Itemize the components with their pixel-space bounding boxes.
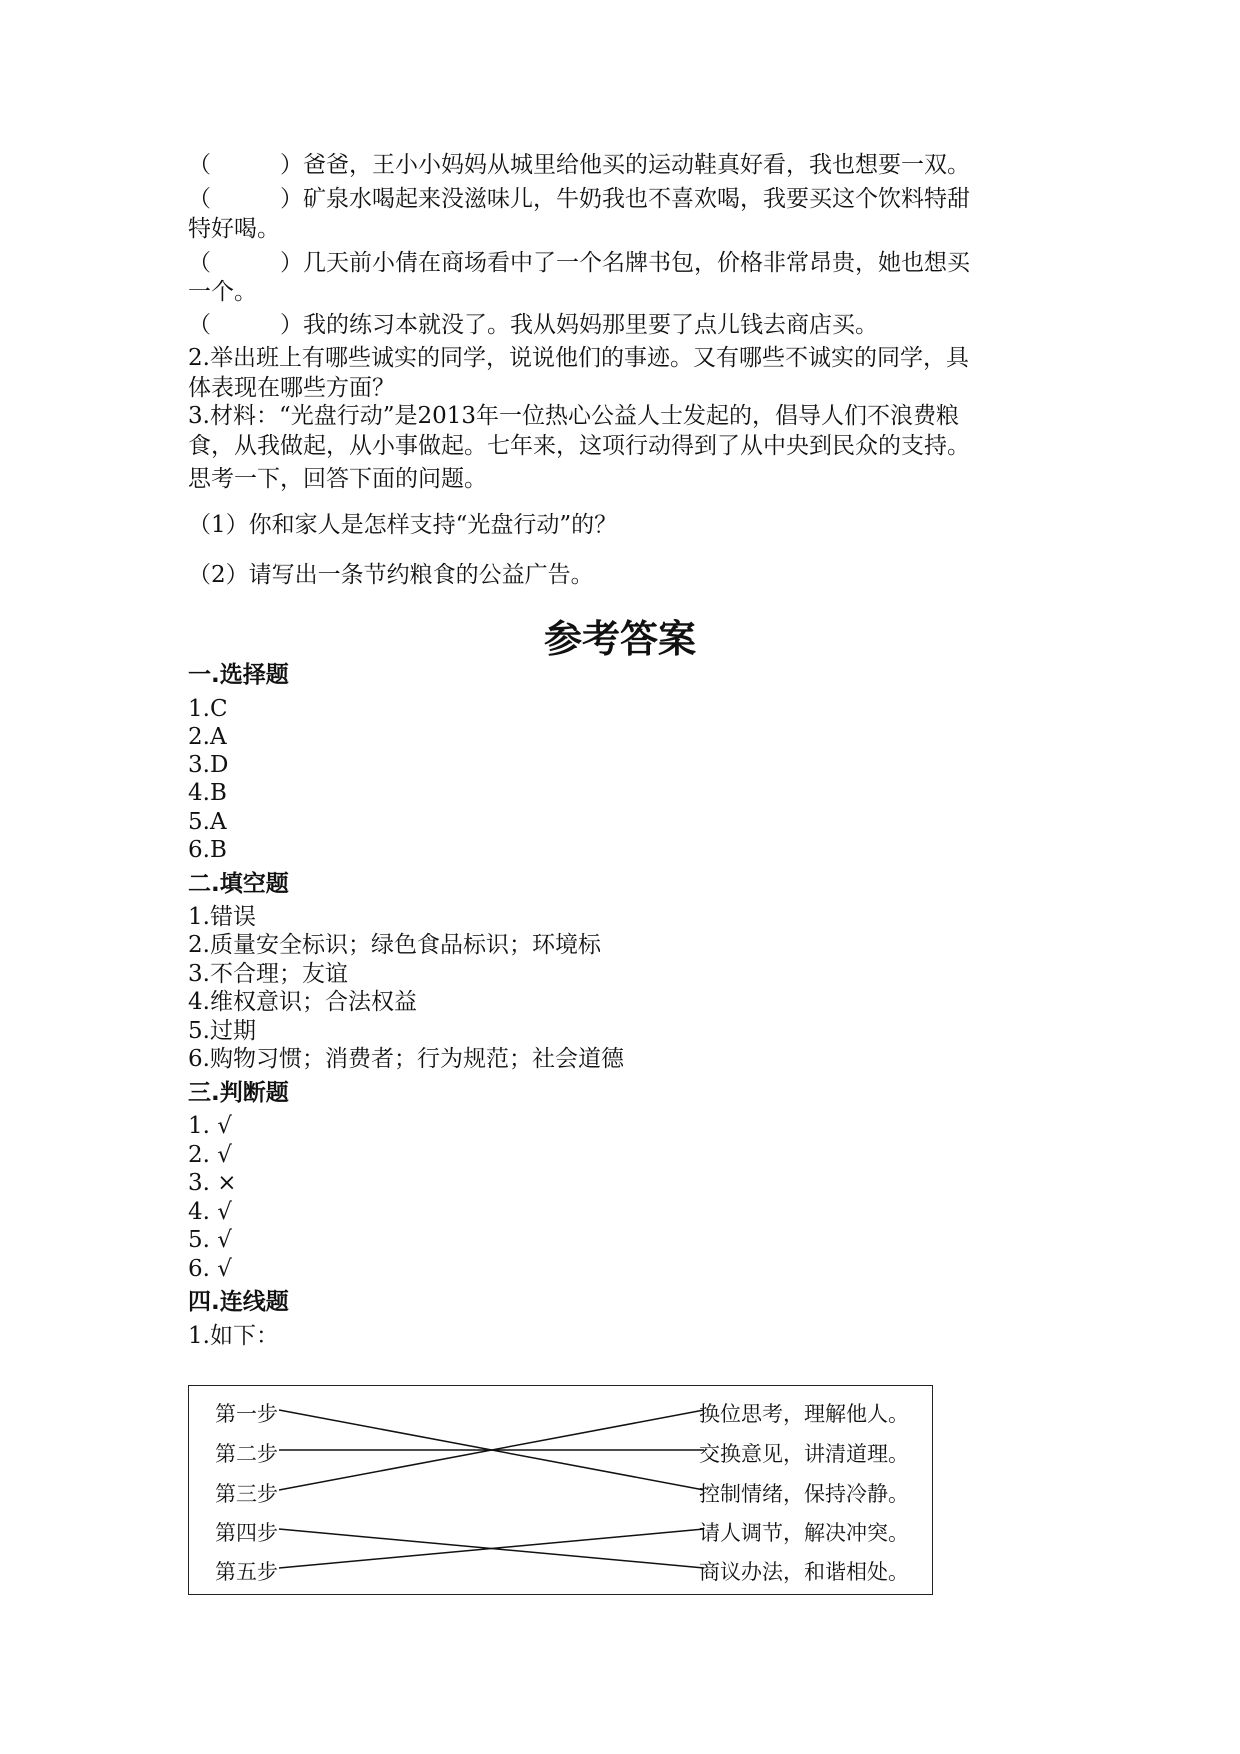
question-line-1: （ ）爸爸，王小小妈妈从城里给他买的运动鞋真好看，我也想要一双。 [188, 152, 970, 178]
question-line-10: 食，从我做起，从小事做起。七年来，这项行动得到了从中央到民众的支持。 [188, 433, 970, 459]
answer-item: 4.B [188, 780, 227, 806]
answer-item: 6.B [188, 837, 227, 863]
question-line-7: 2.举出班上有哪些诚实的同学，说说他们的事迹。又有哪些不诚实的同学，具 [188, 345, 969, 371]
answer-item: 6. √ [188, 1256, 232, 1282]
answer-item: 5.A [188, 809, 227, 835]
answer-item: 2.A [188, 724, 227, 750]
answer-item: 5.过期 [188, 1018, 256, 1044]
left-step: 第三步 [215, 1482, 278, 1506]
answer-item: 3. × [188, 1170, 237, 1196]
right-action: 商议办法，和谐相处。 [699, 1560, 909, 1584]
question-line-11: 思考一下，回答下面的问题。 [188, 466, 487, 492]
answer-item: 1. √ [188, 1113, 232, 1139]
right-action: 交换意见，讲清道理。 [699, 1442, 909, 1466]
left-step: 第二步 [215, 1442, 278, 1466]
question-line-3: 特好喝。 [188, 216, 280, 242]
question-line-5: 一个。 [188, 279, 257, 305]
question-line-13: （2）请写出一条节约粮食的公益广告。 [188, 562, 594, 588]
answer-item: 2. √ [188, 1142, 232, 1168]
answer-item: 2.质量安全标识；绿色食品标识；环境标 [188, 932, 601, 958]
right-action: 控制情绪，保持冷静。 [699, 1482, 909, 1506]
section-heading: 三.判断题 [188, 1080, 289, 1106]
right-action: 请人调节，解决冲突。 [699, 1521, 909, 1545]
answer-item: 5. √ [188, 1227, 232, 1253]
question-line-9: 3.材料：“光盘行动”是2013年一位热心公益人士发起的，倡导人们不浪费粮 [188, 403, 959, 429]
question-line-4: （ ）几天前小倩在商场看中了一个名牌书包，价格非常昂贵，她也想买 [188, 250, 970, 276]
left-step: 第一步 [215, 1402, 278, 1426]
answer-item: 3.D [188, 752, 229, 778]
answer-item: 1.C [188, 696, 228, 722]
matching-diagram [188, 1385, 933, 1595]
answer-item: 4.维权意识；合法权益 [188, 989, 417, 1015]
answers-title: 参考答案 [543, 617, 696, 661]
answer-item: 6.购物习惯；消费者；行为规范；社会道德 [188, 1046, 624, 1072]
left-step: 第四步 [215, 1521, 278, 1545]
section-heading: 一.选择题 [188, 662, 289, 688]
question-line-2: （ ）矿泉水喝起来没滋味儿，牛奶我也不喜欢喝，我要买这个饮料特甜 [188, 186, 970, 212]
question-line-6: （ ）我的练习本就没了。我从妈妈那里要了点儿钱去商店买。 [188, 312, 878, 338]
section-heading: 二.填空题 [188, 871, 289, 897]
question-line-8: 体表现在哪些方面？ [188, 375, 395, 401]
answer-item: 1.如下： [188, 1323, 279, 1349]
answer-item: 4. √ [188, 1199, 232, 1225]
right-action: 换位思考，理解他人。 [699, 1402, 909, 1426]
answer-item: 1.错误 [188, 904, 256, 930]
answer-item: 3.不合理；友谊 [188, 961, 348, 987]
section-heading: 四.连线题 [188, 1289, 289, 1315]
left-step: 第五步 [215, 1560, 278, 1584]
question-line-12: （1）你和家人是怎样支持“光盘行动”的？ [188, 512, 618, 538]
